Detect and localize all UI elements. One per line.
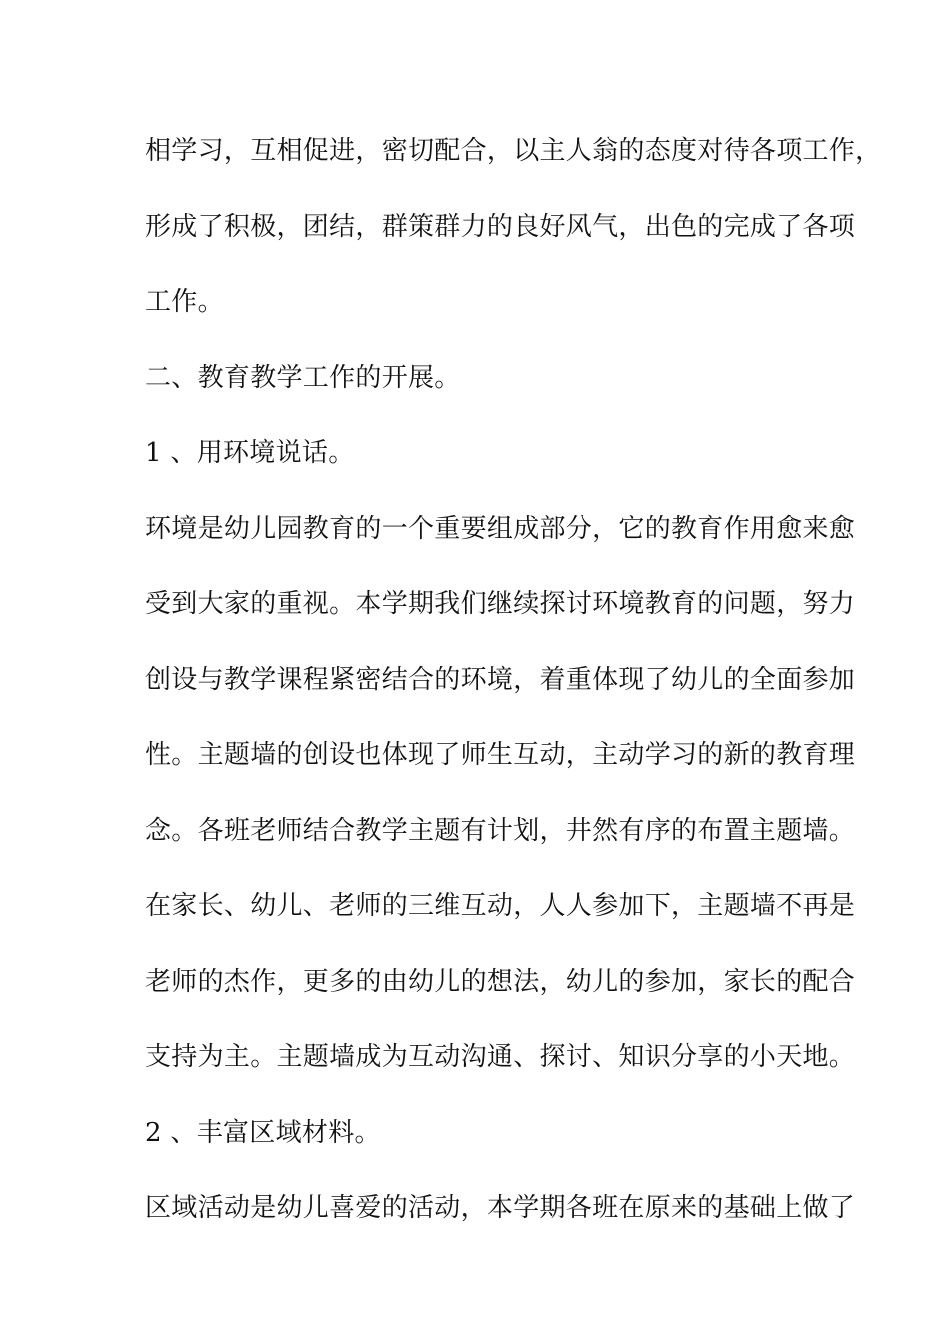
paragraph-line: 区域活动是幼儿喜爱的活动，本学期各班在原来的基础上做了 <box>145 1193 856 1223</box>
paragraph-line: 性。主题墙的创设也体现了师生互动，主动学习的新的教育理 <box>145 740 856 770</box>
paragraph-line: 老师的杰作，更多的由幼儿的想法，幼儿的参加，家长的配合 <box>145 966 856 997</box>
paragraph-line: 工作。 <box>145 287 224 317</box>
subsection-heading: 1 、用环境说话。 <box>145 438 355 468</box>
paragraph-line: 环境是幼儿园教育的一个重要组成部分，它的教育作用愈来愈 <box>145 513 856 544</box>
document-body <box>145 124 882 1257</box>
paragraph-line: 相学习，互相促进，密切配合，以主人翁的态度对待各项工作， <box>145 136 882 166</box>
subsection-heading: 2 、丰富区域材料。 <box>145 1117 381 1148</box>
paragraph-line: 创设与教学课程紧密结合的环境，着重体现了幼儿的全面参加 <box>145 664 856 695</box>
paragraph-line: 在家长、幼儿、老师的三维互动，人人参加下，主题墙不再是 <box>145 891 856 921</box>
paragraph-line: 念。各班老师结合教学主题有计划，井然有序的布置主题墙。 <box>145 815 856 846</box>
paragraph-line: 形成了积极，团结，群策群力的良好风气，出色的完成了各项 <box>145 211 856 242</box>
section-heading: 二、教育教学工作的开展。 <box>145 362 461 393</box>
paragraph-line: 受到大家的重视。本学期我们继续探讨环境教育的问题，努力 <box>145 589 856 619</box>
paragraph-line: 支持为主。主题墙成为互动沟通、探讨、知识分享的小天地。 <box>145 1042 856 1072</box>
